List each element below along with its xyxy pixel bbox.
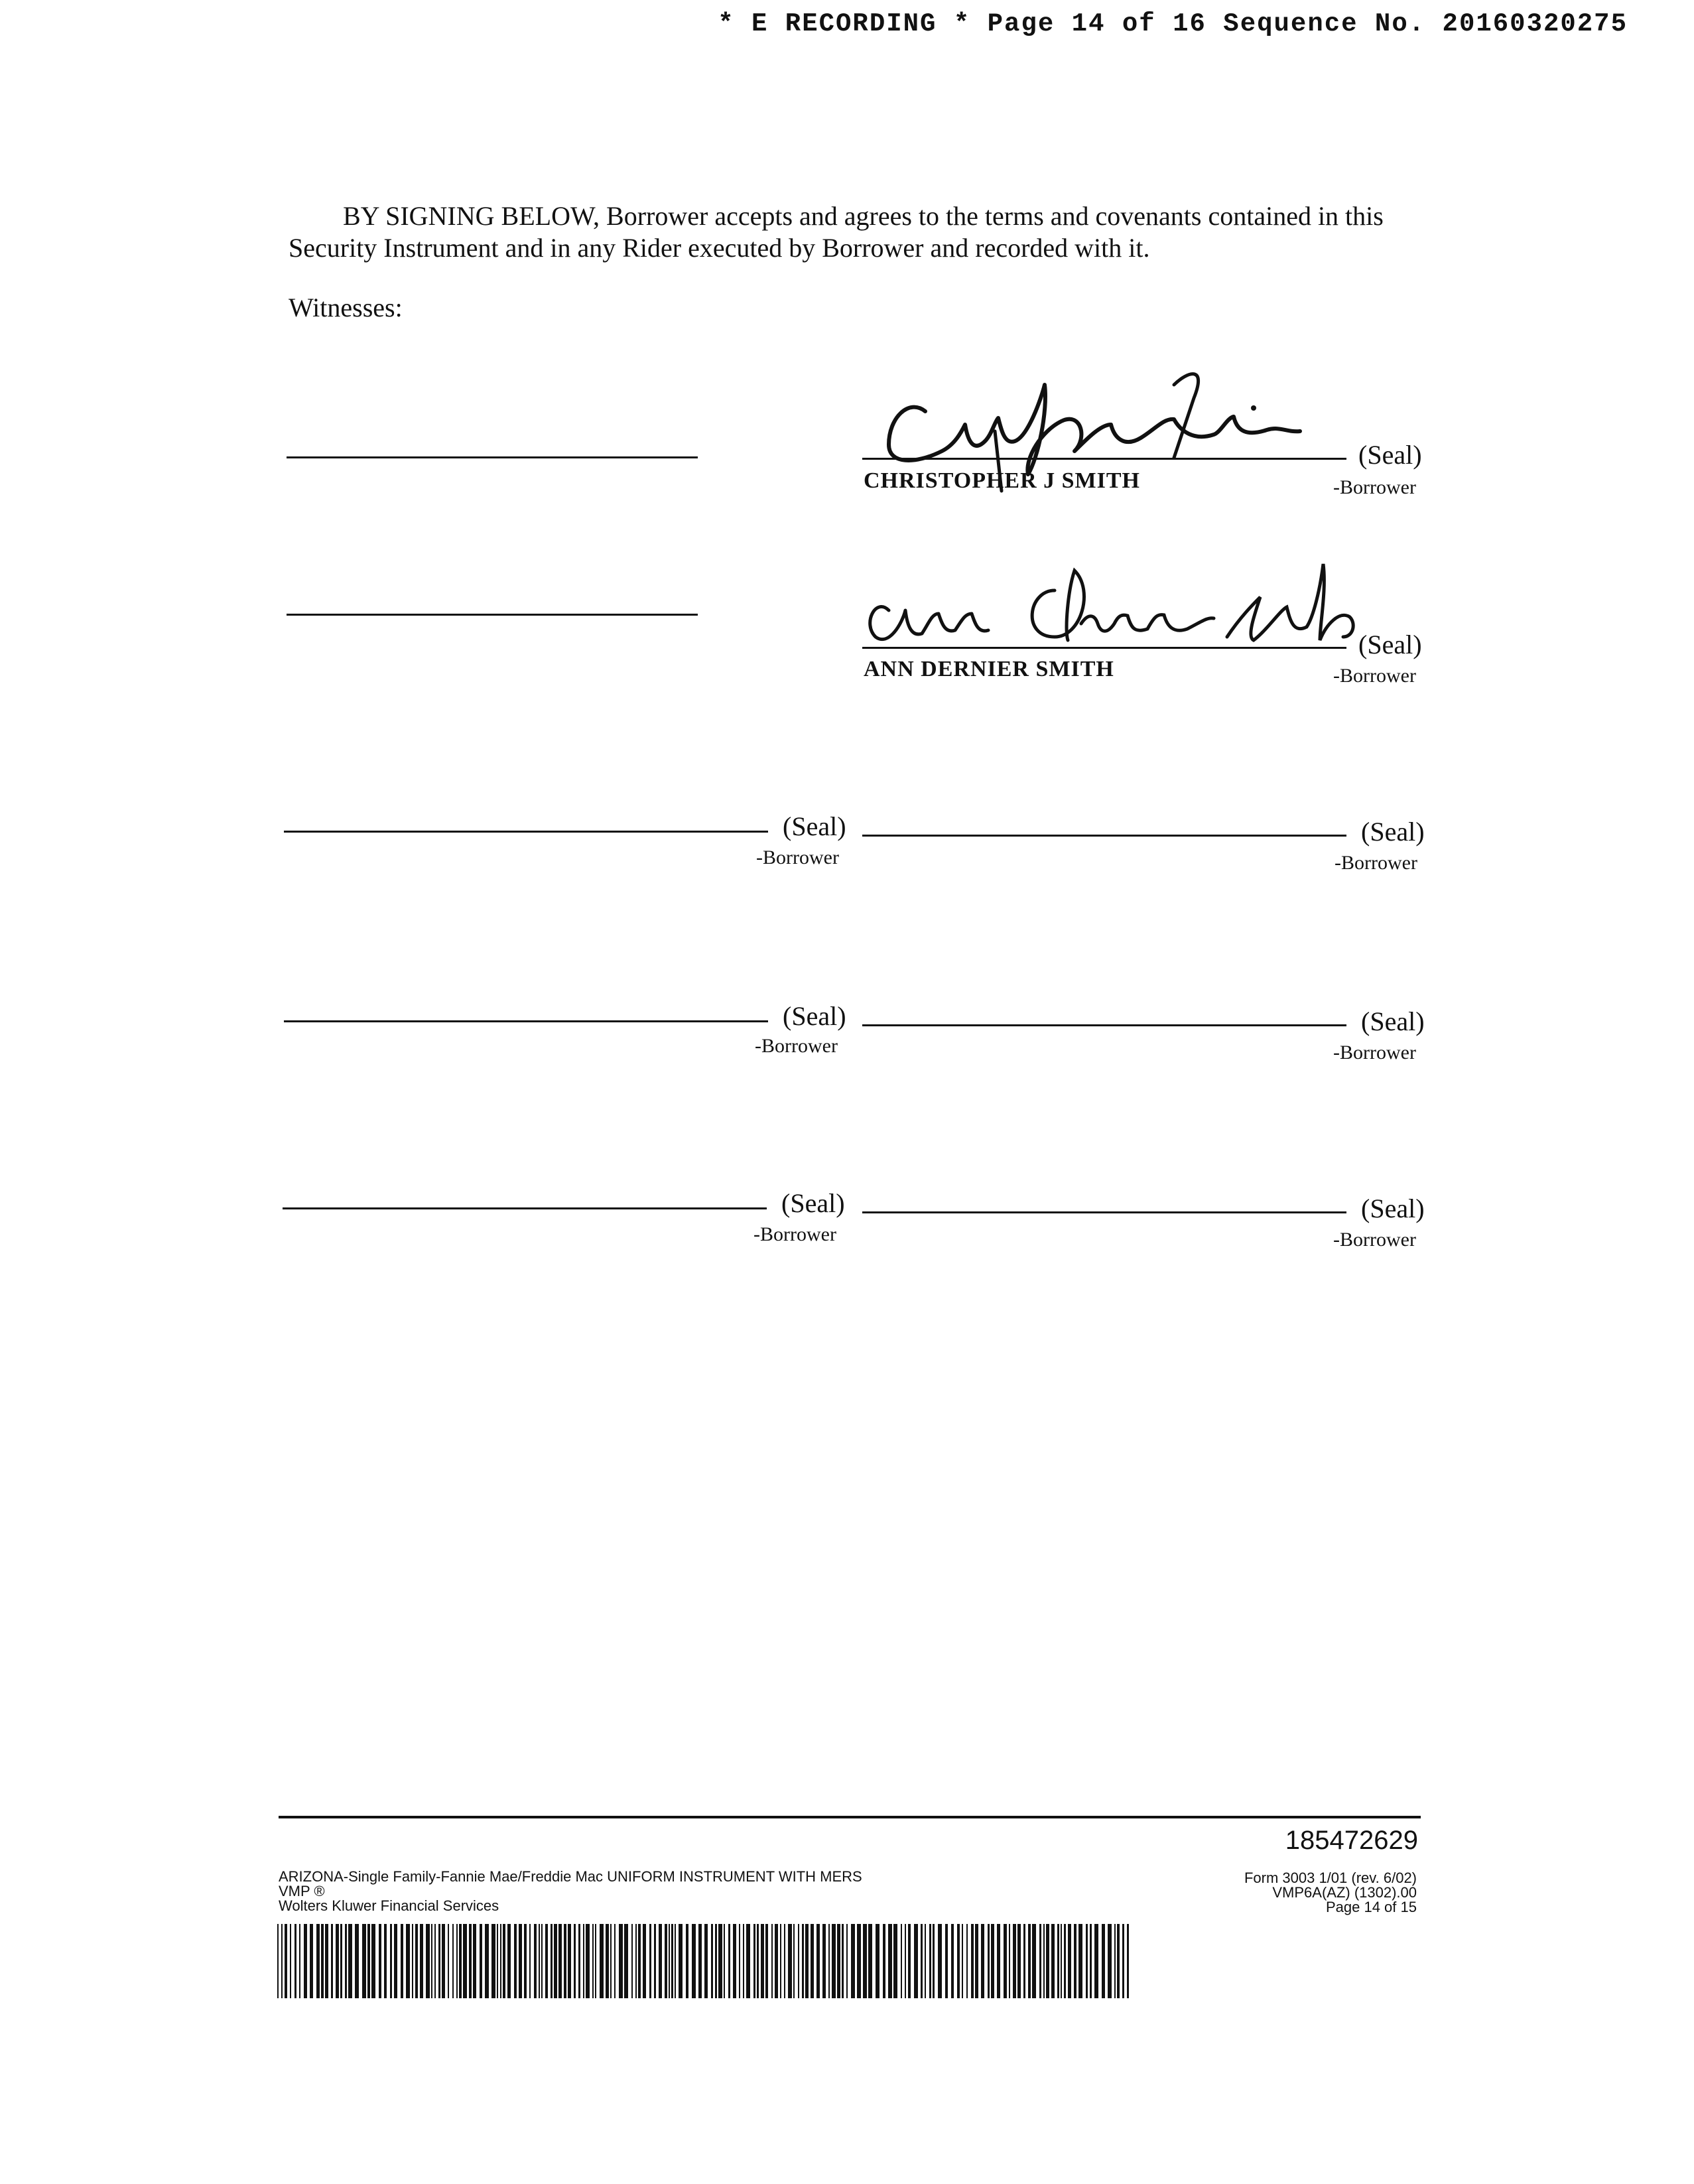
vmp-code: VMP6A(AZ) (1302).00	[1272, 1884, 1417, 1901]
seal-label-4l: (Seal)	[783, 1001, 846, 1031]
seal-label-2: (Seal)	[1358, 630, 1422, 659]
signature-line-1	[862, 458, 1346, 460]
borrower-label-4l: -Borrower	[755, 1035, 838, 1057]
loan-number: 185472629	[1285, 1826, 1418, 1855]
signing-paragraph	[289, 200, 1426, 264]
seal-label-5l: (Seal)	[781, 1188, 845, 1218]
seal-label-5r: (Seal)	[1361, 1194, 1425, 1223]
footer-left-block	[279, 1870, 862, 1913]
borrower-label-2: -Borrower	[1333, 665, 1416, 687]
seal-label-1: (Seal)	[1358, 440, 1422, 470]
blank-signature-line-5l	[283, 1207, 767, 1209]
signature-line-2	[862, 647, 1346, 649]
publisher: Wolters Kluwer Financial Services	[279, 1897, 499, 1914]
blank-signature-line-4r	[862, 1024, 1346, 1026]
witness-line-1	[287, 456, 698, 458]
blank-signature-line-3l	[284, 831, 768, 833]
footer-rule	[279, 1816, 1421, 1818]
blank-signature-line-5r	[862, 1211, 1346, 1213]
seal-label-3r: (Seal)	[1361, 817, 1425, 847]
form-page-label: Page 14 of 15	[1325, 1899, 1417, 1915]
borrower-label-3r: -Borrower	[1335, 852, 1417, 874]
recording-header: * E RECORDING * Page 14 of 16 Sequence No. 20160320275	[718, 9, 1628, 38]
borrower-label-1: -Borrower	[1333, 476, 1416, 498]
witnesses-label: Witnesses:	[289, 293, 403, 322]
form-title: ARIZONA-Single Family-Fannie Mae/Freddie Mac UNIFORM INSTRUMENT WITH MERS	[279, 1868, 862, 1885]
footer-right-block	[1244, 1871, 1417, 1915]
signer-name-1: CHRISTOPHER J SMITH	[864, 468, 1141, 493]
borrower-label-3l: -Borrower	[756, 847, 839, 868]
signer-name-2: ANN DERNIER SMITH	[864, 657, 1114, 681]
seal-label-3l: (Seal)	[783, 811, 846, 841]
signature-ann	[856, 551, 1366, 657]
signing-paragraph-text: BY SIGNING BELOW, Borrower accepts and agrees to the terms and covenants contained in this Security Instrument and in any Rider executed by Borrower and recorded with it.	[289, 201, 1384, 263]
barcode	[277, 1924, 1130, 1998]
form-number: Form 3003 1/01 (rev. 6/02)	[1244, 1870, 1417, 1886]
blank-signature-line-3r	[862, 835, 1346, 837]
vmp-mark: VMP ®	[279, 1883, 325, 1899]
borrower-label-4r: -Borrower	[1333, 1042, 1416, 1063]
witness-line-2	[287, 614, 698, 616]
borrower-label-5r: -Borrower	[1333, 1229, 1416, 1251]
blank-signature-line-4l	[284, 1020, 768, 1022]
borrower-label-5l: -Borrower	[753, 1223, 836, 1245]
seal-label-4r: (Seal)	[1361, 1006, 1425, 1036]
